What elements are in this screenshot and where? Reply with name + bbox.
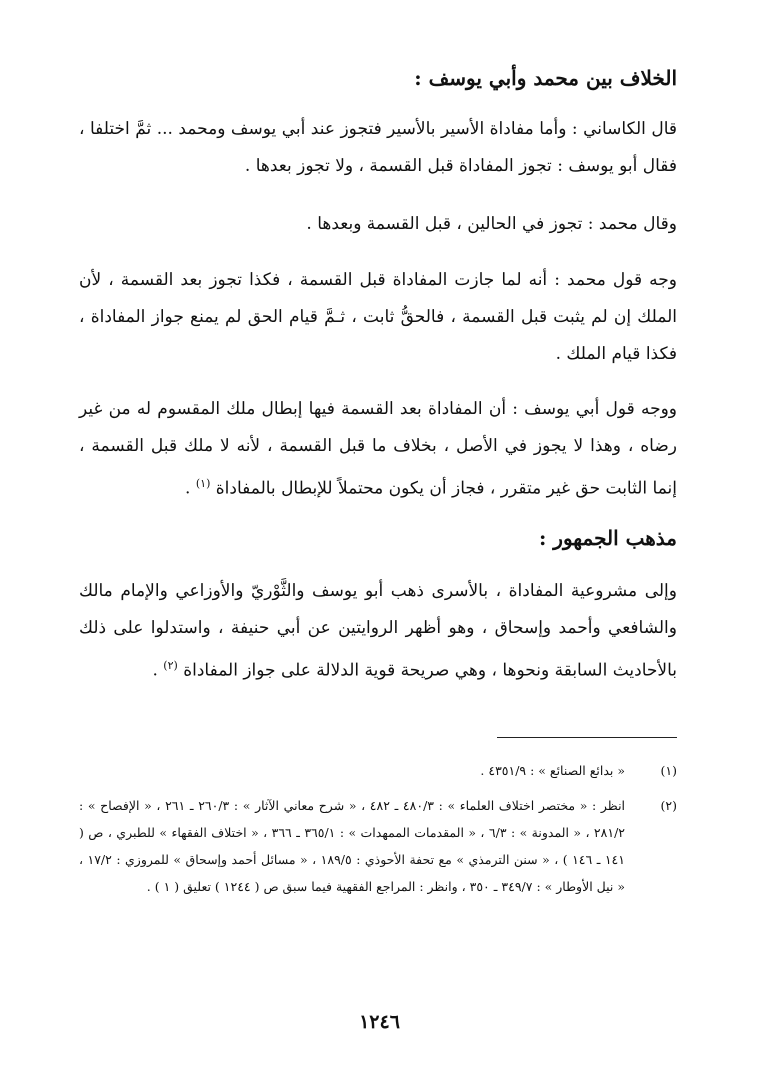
footnote-item — [79, 792, 677, 900]
paragraph-abu-yusuf-end: . — [185, 478, 196, 499]
paragraph-muhammad-view: وقال محمد : تجوز في الحالين ، قبل القسمة وبعدها . — [306, 214, 677, 234]
footnote-number: (٢) — [660, 798, 677, 813]
section-heading-majority: مذهب الجمهور : — [538, 526, 677, 550]
paragraph-muhammad-reasoning: وجه قول محمد : أنه لما جازت المفاداة قبل القسمة ، فكذا تجوز بعد القسمة ، لأن الملك إن لم يثبت قبل القسمة ، فالحقُّ ثابت ، ثـمَّ قيام الحق لم يمنع جواز المفاداة ، فكذا قيام الملك . — [79, 270, 677, 364]
footnote-reference-2: (٢) — [163, 659, 178, 672]
section-heading-disagreement: الخلاف بين محمد وأبي يوسف : — [414, 66, 677, 90]
paragraph-majority-end: . — [152, 660, 164, 681]
footnote-text: « بدائع الصنائع » : ٤٣٥١/٩ . — [480, 763, 625, 778]
footnote-text: انظر : « مختصر اختلاف العلماء » : ٤٨٠/٣ ـ ٤٨٢ ، « شرح معاني الآثار » : ٢٦٠/٣ ـ ٢٦١ ، « الإفصاح » : ٢٨١/٢ ، « المدونة » : ٦/٣ ، « المقدمات الممهدات » : ٣٦٥/١ ـ ٣٦٦ ، « اختلاف الفقهاء » للطبري ، ص ( ١٤١ ـ ١٤٦ ) ، « سنن الترمذي » مع تحفة الأحوذي : ١٨٩/٥ ، « مسائل أحمد وإسحاق » للمروزي : ١٧/٢ ، « نيل الأوطار » : ٣٤٩/٧ ـ ٣٥٠ ، وانظر : المراجع الفقهية فيما سبق ص ( ١٢٤٤ ) تعليق ( ١ ) . — [79, 798, 626, 894]
paragraph-majority-view — [79, 573, 677, 690]
footnote-item — [79, 757, 677, 784]
footnote-number: (١) — [660, 763, 677, 778]
page-number: ١٢٤٦ — [359, 1011, 400, 1033]
footnote-reference-1: (١) — [195, 477, 211, 490]
paragraph-abu-yusuf-text: ووجه قول أبي يوسف : أن المفاداة بعد القسمة فيها إبطال ملك المقسوم له من غير رضاه ، وهذا لا يجوز في الأصل ، بخلاف ما قبل القسمة ، لأنه لا ملك قبل القسمة ، إنما الثابت حق غير متقرر ، فجاز أن يكون محتملاً للإبطال بالمفاداة — [79, 399, 677, 499]
footnote-divider — [497, 737, 677, 738]
paragraph-abu-yusuf-reasoning — [79, 391, 677, 508]
paragraph-majority-text: وإلى مشروعية المفاداة ، بالأسرى ذهب أبو يوسف والثَّوْريّ والأوزاعي والإمام مالك والشافعي وأحمد وإسحاق ، وهو أظهر الروايتين عن أبي حنيفة ، واستدلوا على ذلك بالأحاديث السابقة ونحوها ، وهي صريحة قوية الدلالة على جواز المفاداة — [79, 581, 677, 681]
paragraph-kasani-quote: قال الكاساني : وأما مفاداة الأسير بالأسير فتجوز عند أبي يوسف ومحمد ... ثمَّ اختلفا ، فقال أبو يوسف : تجوز المفاداة قبل القسمة ، ولا تجوز بعدها . — [79, 119, 677, 176]
